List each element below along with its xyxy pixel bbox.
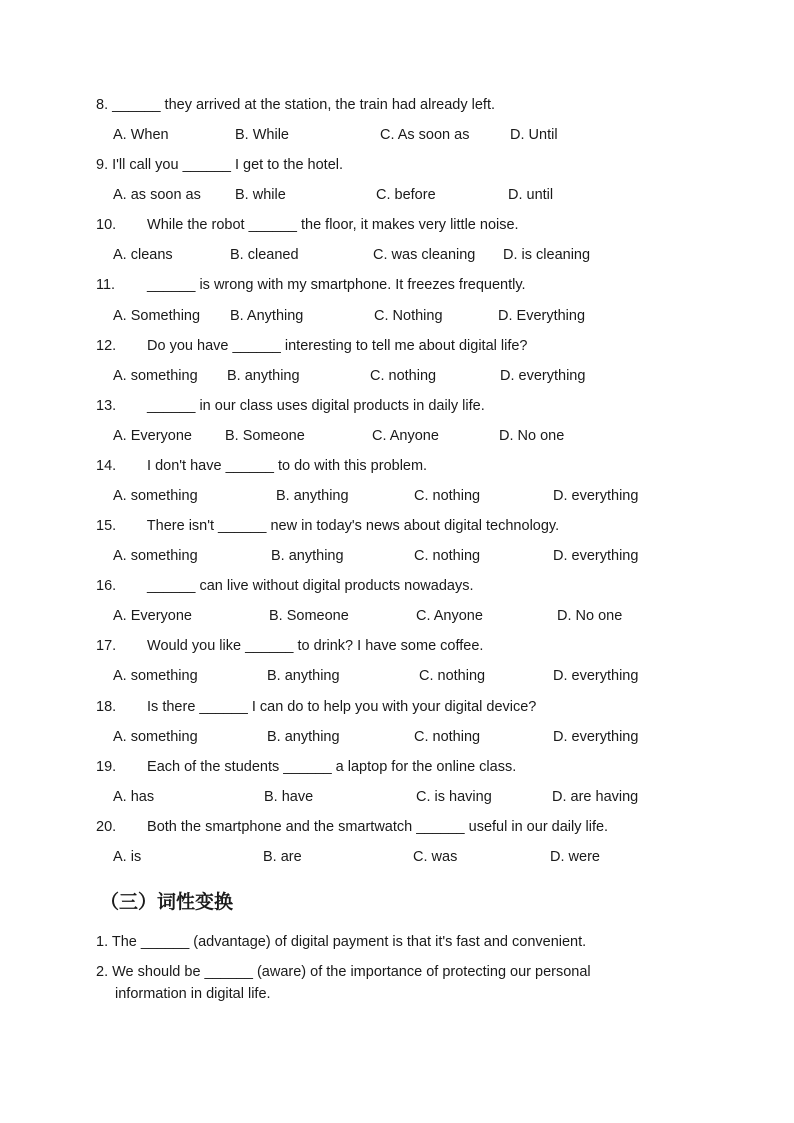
options-13 xyxy=(113,426,673,446)
question-text: ______ can live without digital products nowadays. xyxy=(147,578,474,594)
question-text: Is there ______ I can do to help you with your digital device? xyxy=(147,699,537,715)
option-c: C. Nothing xyxy=(374,308,443,324)
options-17 xyxy=(113,666,673,686)
option-d: D. everything xyxy=(500,368,586,384)
question-14 xyxy=(96,456,427,476)
option-a: A. something xyxy=(113,488,198,504)
options-16 xyxy=(113,606,673,626)
option-a: A. Everyone xyxy=(113,608,192,624)
question-18 xyxy=(96,697,536,717)
option-c: C. nothing xyxy=(414,729,481,745)
question-number: 13. xyxy=(96,398,117,414)
option-b: B. are xyxy=(263,849,302,865)
question-12 xyxy=(96,336,528,356)
question-number: 8. xyxy=(96,97,109,113)
options-19 xyxy=(113,787,673,807)
option-b: B. Anything xyxy=(230,308,304,324)
option-d: D. everything xyxy=(553,729,639,745)
question-number: 16. xyxy=(96,578,117,594)
word-form-item-1: 1. The ______ (advantage) of digital payment is that it's fast and convenient. xyxy=(96,934,587,950)
option-d: D. No one xyxy=(557,608,623,624)
question-text: ______ they arrived at the station, the train had already left. xyxy=(112,97,496,113)
option-d: D. everything xyxy=(553,488,639,504)
option-a: A. Something xyxy=(113,308,201,324)
option-b: B. anything xyxy=(267,729,340,745)
option-b: B. While xyxy=(235,127,289,143)
question-number: 19. xyxy=(96,759,117,775)
question-text: While the robot ______ the floor, it makes very little noise. xyxy=(147,217,519,233)
option-a: A. as soon as xyxy=(113,187,201,203)
option-c: C. nothing xyxy=(414,488,481,504)
option-d: D. Until xyxy=(510,127,558,143)
question-15 xyxy=(96,516,559,536)
question-16 xyxy=(96,576,474,596)
question-text: ______ is wrong with my smartphone. It freezes frequently. xyxy=(147,277,526,293)
word-form-item-2-continuation: information in digital life. xyxy=(115,986,271,1002)
question-number: 9. xyxy=(96,157,109,173)
option-d: D. is cleaning xyxy=(503,247,591,263)
option-d: D. No one xyxy=(499,428,565,444)
option-a: A. Everyone xyxy=(113,428,192,444)
option-b: B. Someone xyxy=(225,428,305,444)
question-text: I don't have ______ to do with this problem. xyxy=(147,458,428,474)
option-d: D. everything xyxy=(553,668,639,684)
question-number: 14. xyxy=(96,458,117,474)
options-9 xyxy=(113,185,673,205)
option-c: C. nothing xyxy=(370,368,437,384)
option-b: B. anything xyxy=(276,488,349,504)
option-c: C. was xyxy=(413,849,458,865)
options-12 xyxy=(113,366,673,386)
option-c: C. Anyone xyxy=(416,608,483,624)
options-20 xyxy=(113,847,673,867)
question-text: ______ in our class uses digital products in daily life. xyxy=(147,398,485,414)
question-number: 18. xyxy=(96,699,117,715)
option-b: B. Someone xyxy=(269,608,349,624)
option-a: A. cleans xyxy=(113,247,173,263)
option-d: D. Everything xyxy=(498,308,586,324)
option-c: C. nothing xyxy=(419,668,486,684)
question-8 xyxy=(96,95,495,115)
word-form-item-2: 2. We should be ______ (aware) of the importance of protecting our personal xyxy=(96,964,591,980)
option-a: A. something xyxy=(113,668,198,684)
section-heading: （三）词性变换 xyxy=(100,891,234,913)
question-text: Both the smartphone and the smartwatch ______ useful in our daily life. xyxy=(147,819,609,835)
options-14 xyxy=(113,486,673,506)
option-c: C. before xyxy=(376,187,436,203)
option-d: D. are having xyxy=(552,789,639,805)
option-b: B. anything xyxy=(271,548,344,564)
option-c: C. nothing xyxy=(414,548,481,564)
options-18 xyxy=(113,727,673,747)
question-number: 10. xyxy=(96,217,117,233)
option-c: C. Anyone xyxy=(372,428,439,444)
option-a: A. something xyxy=(113,548,198,564)
option-a: A. something xyxy=(113,729,198,745)
option-d: D. were xyxy=(550,849,600,865)
option-a: A. has xyxy=(113,789,155,805)
options-11 xyxy=(113,306,673,326)
option-c: C. is having xyxy=(416,789,492,805)
option-c: C. was cleaning xyxy=(373,247,476,263)
question-17 xyxy=(96,636,483,656)
question-text: There isn't ______ new in today's news about digital technology. xyxy=(146,518,560,534)
option-b: B. anything xyxy=(227,368,300,384)
option-d: D. until xyxy=(508,187,554,203)
question-10 xyxy=(96,215,519,235)
question-number: 20. xyxy=(96,819,117,835)
option-a: A. When xyxy=(113,127,169,143)
question-20 xyxy=(96,817,608,837)
question-number: 12. xyxy=(96,338,117,354)
option-b: B. cleaned xyxy=(230,247,299,263)
option-a: A. is xyxy=(113,849,142,865)
question-text: Each of the students ______ a laptop for the online class. xyxy=(147,759,517,775)
option-b: B. while xyxy=(235,187,286,203)
question-text: Would you like ______ to drink? I have some coffee. xyxy=(147,638,484,654)
question-9 xyxy=(96,155,343,175)
option-b: B. have xyxy=(264,789,314,805)
question-13 xyxy=(96,396,485,416)
question-text: I'll call you ______ I get to the hotel. xyxy=(112,157,344,173)
question-number: 11. xyxy=(96,277,116,293)
question-number: 15. xyxy=(96,518,117,534)
question-number: 17. xyxy=(96,638,117,654)
options-8 xyxy=(113,125,673,145)
option-a: A. something xyxy=(113,368,198,384)
options-10 xyxy=(113,245,673,265)
question-11 xyxy=(96,275,526,295)
options-15 xyxy=(113,546,673,566)
option-b: B. anything xyxy=(267,668,340,684)
option-c: C. As soon as xyxy=(380,127,470,143)
option-d: D. everything xyxy=(553,548,639,564)
question-19 xyxy=(96,757,516,777)
question-text: Do you have ______ interesting to tell me about digital life? xyxy=(147,338,528,354)
